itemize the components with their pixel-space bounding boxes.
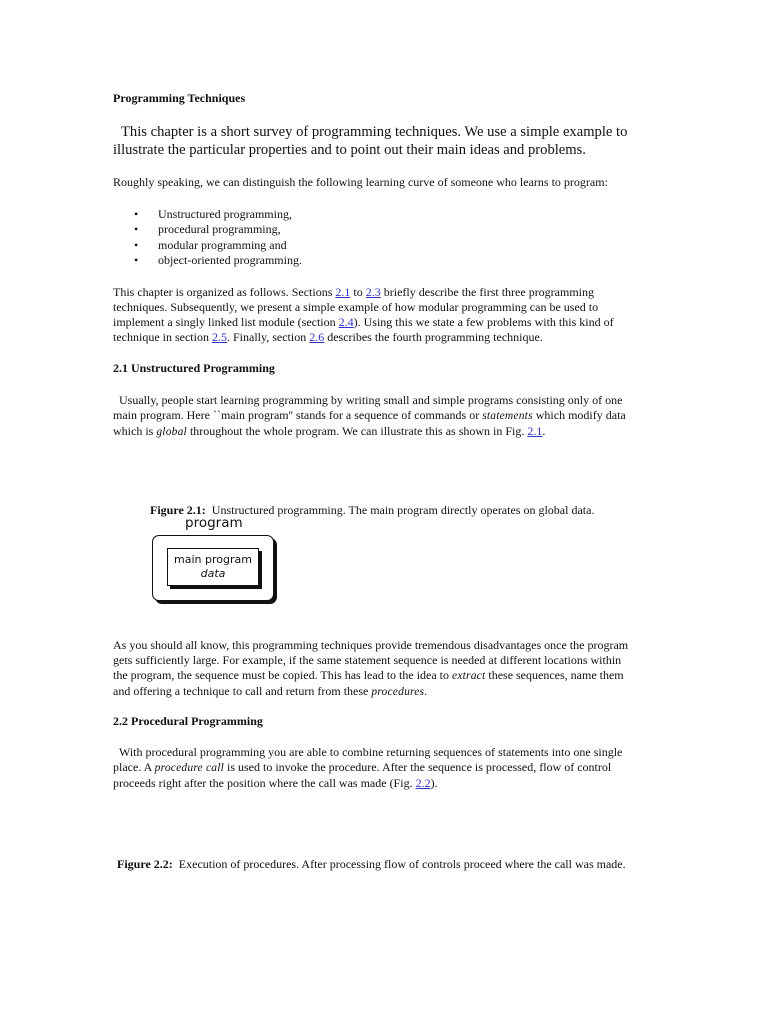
- text-run: ).: [430, 776, 438, 790]
- figure-2-1-diagram: [150, 515, 280, 607]
- link-section-2-5[interactable]: 2.5: [211, 330, 227, 344]
- intro-line-2: illustrate the particular properties and to point out their main ideas and problems.: [113, 142, 586, 158]
- text-run: proceeds right after the position where the call was made (Fig.: [113, 776, 416, 790]
- learning-curve-list: [113, 207, 302, 268]
- text-run: throughout the whole program. We can illustrate this as shown in Fig.: [186, 424, 528, 438]
- diagram-main-program-label: main program: [174, 553, 252, 566]
- text-run: to: [350, 285, 366, 299]
- term-procedure-call: procedure call: [154, 762, 224, 774]
- list-item: • modular programming and: [113, 238, 302, 253]
- figure-2-1-caption-text: Unstructured programming. The main program directly operates on global data.: [211, 503, 595, 517]
- intro-paragraph: [113, 123, 673, 159]
- text-run: Usually, people start learning programming by writing small and simple programs consisting only of one: [119, 393, 623, 407]
- term-procedures: procedures: [371, 686, 425, 698]
- text-run: is used to invoke the procedure. After the sequence is processed, flow of control: [224, 760, 612, 774]
- term-extract: extract: [452, 670, 486, 682]
- text-run: ). Using this we state a few problems with this kind of: [353, 315, 614, 329]
- list-item: • object-oriented programming.: [113, 253, 302, 268]
- text-run: gets sufficiently large. For example, if the same statement sequence is needed at different locations within: [113, 653, 622, 667]
- section-2-2-heading: 2.2 Procedural Programming: [113, 714, 263, 728]
- link-section-2-6[interactable]: 2.6: [309, 330, 325, 344]
- term-statements: statements: [482, 410, 533, 422]
- figure-2-2-label: Figure 2.2:: [117, 857, 173, 871]
- text-run: briefly describe the first three programming: [380, 285, 595, 299]
- text-run: . Finally, section: [226, 330, 310, 344]
- disadvantages-paragraph: [113, 638, 673, 700]
- intro-line-1: This chapter is a short survey of programming techniques. We use a simple example to: [121, 124, 628, 140]
- list-item: • procedural programming,: [113, 222, 302, 237]
- diagram-data-label: data: [200, 567, 226, 580]
- text-run: technique in section: [113, 330, 212, 344]
- text-run: describes the fourth programming technique.: [324, 330, 543, 344]
- list-item: • Unstructured programming,: [113, 207, 302, 222]
- organization-paragraph: [113, 285, 658, 345]
- text-run: techniques. Subsequently, we present a simple example of how modular programming can be used to: [113, 300, 599, 314]
- text-run: .: [542, 424, 546, 438]
- figure-2-2-caption-text: Execution of procedures. After processing flow of controls proceed where the call was made.: [178, 857, 626, 871]
- link-figure-2-1[interactable]: 2.1: [527, 424, 543, 438]
- text-run: .: [424, 684, 428, 698]
- text-run: which modify data: [532, 408, 626, 422]
- section-2-1-paragraph: [113, 393, 673, 440]
- section-2-2-paragraph: [113, 745, 673, 791]
- text-run: This chapter is organized as follows. Sections: [113, 285, 336, 299]
- link-figure-2-2[interactable]: 2.2: [415, 776, 431, 790]
- link-section-2-3[interactable]: 2.3: [365, 285, 381, 299]
- text-run: these sequences, name them: [485, 668, 624, 682]
- figure-2-2-caption: [117, 857, 626, 872]
- text-run: main program. Here ``main program'' stands for a sequence of commands or: [113, 408, 483, 422]
- learning-curve-text: Roughly speaking, we can distinguish the following learning curve of someone who learns to program:: [113, 175, 608, 189]
- text-run: place. A: [113, 760, 155, 774]
- diagram-program-label: program: [185, 515, 243, 531]
- text-run: With procedural programming you are able to combine returning sequences of statements into one single: [119, 745, 623, 759]
- diagram-main-program-box: [167, 548, 259, 586]
- text-run: which is: [113, 424, 157, 438]
- text-run: the program, the sequence must be copied. This has lead to the idea to: [113, 668, 453, 682]
- diagram-program-box: [152, 535, 274, 601]
- figure-2-1-label: Figure 2.1:: [150, 503, 206, 517]
- term-global: global: [156, 426, 187, 438]
- page-title: Programming Techniques: [113, 91, 246, 105]
- link-section-2-1[interactable]: 2.1: [335, 285, 351, 299]
- text-run: As you should all know, this programming techniques provide tremendous disadvantages once the program: [113, 638, 629, 652]
- text-run: and offering a technique to call and return from these: [113, 684, 372, 698]
- text-run: implement a singly linked list module (section: [113, 315, 339, 329]
- link-section-2-4[interactable]: 2.4: [338, 315, 354, 329]
- section-2-1-heading: 2.1 Unstructured Programming: [113, 361, 275, 375]
